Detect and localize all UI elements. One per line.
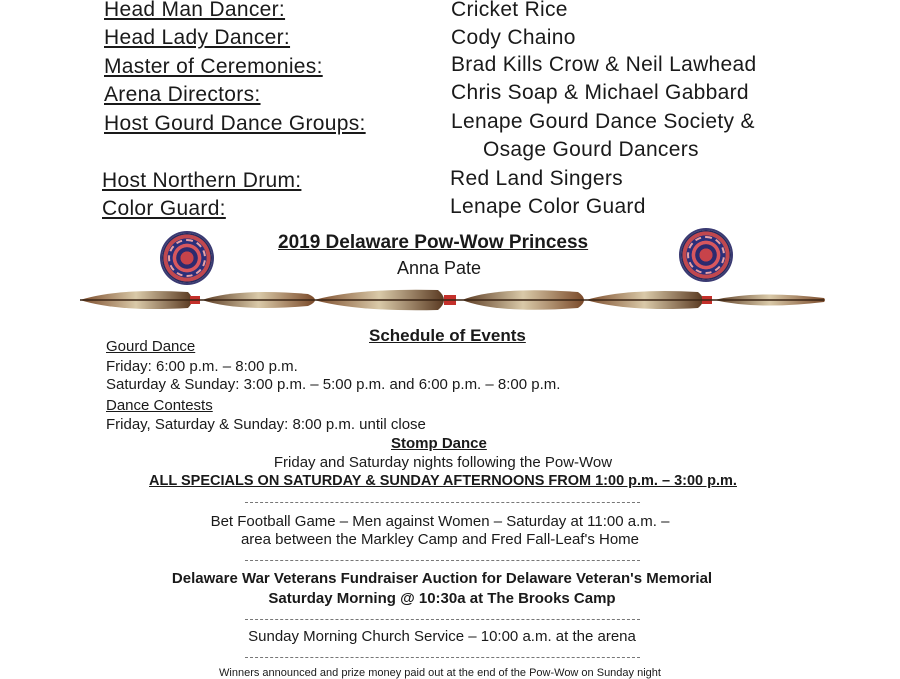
dashed-divider (245, 657, 640, 658)
princess-name: Anna Pate (397, 258, 482, 278)
name-master-of-ceremonies: Brad Kills Crow & Neil Lawhead (451, 53, 757, 76)
church-service-line: Sunday Morning Church Service – 10:00 a.m. at the arena (248, 628, 636, 645)
feather-divider-icon (78, 282, 826, 318)
beaded-medallion-right-icon (681, 230, 731, 280)
name-host-gourd-dance-groups: Lenape Gourd Dance Society & (451, 110, 755, 133)
name-host-northern-drum: Red Land Singers (450, 167, 623, 190)
name-host-gourd-dance-groups-2: Osage Gourd Dancers (483, 138, 699, 161)
dashed-divider (245, 502, 640, 503)
role-host-gourd-dance-groups: Host Gourd Dance Groups: (104, 112, 366, 135)
beaded-medallion-left-icon (162, 233, 212, 283)
stomp-dance-heading: Stomp Dance (391, 435, 487, 452)
schedule-heading: Schedule of Events (369, 326, 526, 345)
role-arena-directors: Arena Directors: (104, 83, 261, 106)
role-master-of-ceremonies: Master of Ceremonies: (104, 55, 323, 78)
gourd-dance-weekend: Saturday & Sunday: 3:00 p.m. – 5:00 p.m. and 6:00 p.m. – 8:00 p.m. (106, 376, 561, 393)
football-game-line2: area between the Markley Camp and Fred Fall-Leaf's Home (240, 531, 640, 548)
role-head-man-dancer: Head Man Dancer: (104, 0, 286, 21)
auction-line2: Saturday Morning @ 10:30a at The Brooks Camp (268, 590, 616, 607)
gourd-dance-friday: Friday: 6:00 p.m. – 8:00 p.m. (106, 358, 298, 375)
princess-title: 2019 Delaware Pow-Wow Princess (278, 232, 589, 253)
role-color-guard: Color Guard: (102, 197, 226, 220)
footer-line: Winners announced and prize money paid out at the end of the Pow-Wow on Sunday night (219, 667, 661, 679)
dashed-divider (245, 560, 640, 561)
gourd-dance-heading: Gourd Dance (106, 338, 196, 355)
role-host-northern-drum: Host Northern Drum: (102, 169, 302, 192)
dashed-divider (245, 619, 640, 620)
name-head-lady-dancer: Cody Chaino (451, 26, 576, 49)
name-arena-directors: Chris Soap & Michael Gabbard (451, 81, 749, 104)
dance-contests-times: Friday, Saturday & Sunday: 8:00 p.m. until close (106, 416, 426, 433)
football-game-line1: Bet Football Game – Men against Women – Saturday at 11:00 a.m. – (210, 513, 670, 530)
name-color-guard: Lenape Color Guard (450, 195, 646, 218)
auction-line1: Delaware War Veterans Fundraiser Auction for Delaware Veteran's Memorial (171, 570, 713, 587)
stomp-dance-times: Friday and Saturday nights following the Pow-Wow (273, 454, 613, 471)
role-head-lady-dancer: Head Lady Dancer: (104, 26, 291, 49)
name-head-man-dancer: Cricket Rice (451, 0, 568, 21)
dance-contests-heading: Dance Contests (106, 397, 213, 414)
specials-notice: ALL SPECIALS ON SATURDAY & SUNDAY AFTERNOONS FROM 1:00 p.m. – 3:00 p.m. (149, 473, 737, 489)
